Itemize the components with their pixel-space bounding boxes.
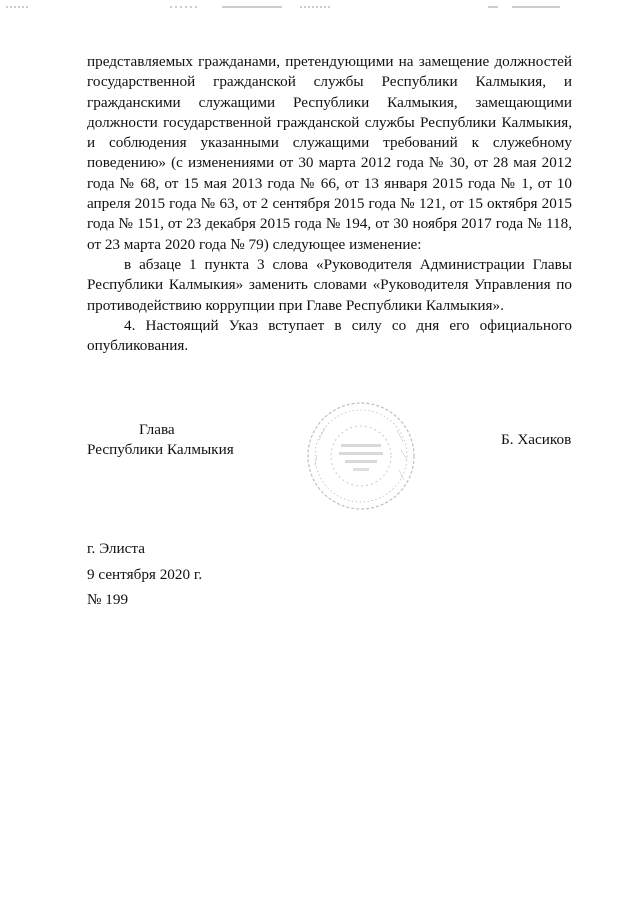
paragraph-clause-4: 4. Настоящий Указ вступает в силу со дня его официального опубликования. <box>87 316 572 355</box>
signing-date: 9 сентября 2020 г. <box>87 565 203 583</box>
decree-number: № 199 <box>87 591 129 608</box>
signatory-title-line2: Республики Калмыкия <box>87 441 234 459</box>
place-of-signing: г. Элиста <box>87 540 145 557</box>
paragraph-amendment: в абзаце 1 пункта 3 слова «Руководителя Администрации Главы Республики Калмыкия» заменить словами «Руководителя Управления по противодействию коррупции при Главе Республики Калмыкия». <box>87 255 572 314</box>
scan-header-artifacts <box>0 3 640 11</box>
signatory-title-line1: Глава <box>139 421 175 438</box>
signature-title-block <box>87 420 287 461</box>
official-seal-stamp <box>305 400 417 512</box>
paragraph-continuation: представляемых гражданами, претендующими на замещение должностей государственной гражданской службы Республики Калмыкия, и гражданскими служащими Республики Калмыкия, замещающими должности государственной гражданской службы Республики Калмыкия, и соблюдения указанными служащими требований к служебному поведению» (с изменениями от 30 марта 2012 года № 30, от 28 мая 2012 года № 68, от 15 мая 2013 года № 66, от 13 января 2015 года № 1, от 10 апреля 2015 года № 63, от 2 сентября 2015 года № 121, от 15 октября 2015 года № 151, от 23 декабря 2015 года № 194, от 30 ноября 2017 года № 118, от 23 марта 2020 года № 79) следующее изменение: <box>87 53 572 253</box>
document-footer <box>87 536 202 613</box>
document-body <box>87 52 572 356</box>
signatory-name: Б. Хасиков <box>501 431 572 448</box>
